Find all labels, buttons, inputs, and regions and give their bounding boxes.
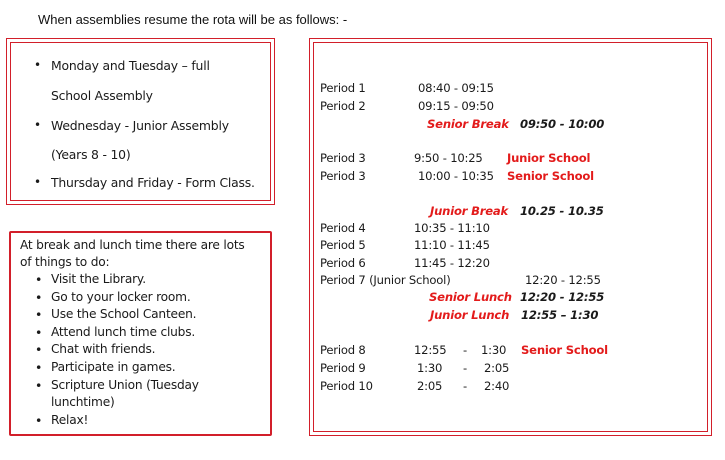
period-10-dash: - — [463, 379, 467, 393]
period-10-label: Period 10 — [320, 379, 373, 393]
period-8-dash: - — [463, 343, 467, 357]
period-2-label: Period 2 — [320, 99, 366, 113]
period-9-label: Period 9 — [320, 361, 366, 375]
break-intro-line1: At break and lunch time there are lots — [20, 238, 245, 252]
bullet: • — [34, 58, 41, 72]
assembly-item-2-line1: Wednesday - Junior Assembly — [51, 118, 229, 133]
break-activity-item — [51, 395, 115, 409]
period-8-start: 12:55 — [414, 343, 447, 357]
assembly-item-1-line2: School Assembly — [51, 88, 153, 103]
period-8-end: 1:30 — [481, 343, 507, 357]
period-3b-label: Period 3 — [320, 169, 366, 183]
senior-break-label: Senior Break — [427, 117, 509, 131]
senior-break-time: 09:50 - 10:00 — [520, 117, 605, 131]
senior-lunch-label: Senior Lunch — [429, 290, 512, 304]
period-3b-note: Senior School — [507, 169, 594, 183]
period-3a-note: Junior School — [507, 151, 591, 165]
break-activity-item — [35, 412, 89, 428]
junior-lunch-label: Junior Lunch — [430, 308, 510, 322]
break-activity-item — [35, 289, 191, 305]
period-1-time: 08:40 - 09:15 — [418, 81, 494, 95]
break-intro-line2: of things to do: — [20, 255, 110, 269]
intro-text: When assemblies resume the rota will be as follows: - — [38, 12, 348, 27]
bullet: • — [35, 342, 43, 358]
period-1-label: Period 1 — [320, 81, 366, 95]
period-6-time: 11:45 - 12:20 — [414, 256, 490, 270]
period-5-time: 11:10 - 11:45 — [414, 238, 490, 252]
junior-break-label: Junior Break — [430, 204, 509, 218]
bullet: • — [35, 324, 43, 340]
bullet: • — [35, 272, 43, 287]
period-9-start: 1:30 — [417, 361, 443, 375]
break-activity-text: Chat with friends. — [51, 342, 156, 357]
bullet: • — [35, 307, 43, 323]
assembly-item-3-line1: Thursday and Friday - Form Class. — [51, 175, 255, 190]
break-activity-text: Attend lunch time clubs. — [51, 324, 196, 339]
period-3a-label: Period 3 — [320, 151, 366, 165]
break-activity-item — [35, 342, 156, 358]
bullet: • — [35, 289, 43, 305]
period-8-note: Senior School — [521, 343, 608, 357]
break-activity-text: lunchtime) — [51, 395, 115, 410]
break-activity-item — [35, 272, 146, 287]
period-7-label: Period 7 (Junior School) — [320, 273, 451, 287]
break-activity-text: Go to your locker room. — [51, 289, 191, 304]
break-activity-text: Relax! — [51, 412, 89, 427]
assembly-item-1-line1: Monday and Tuesday – full — [51, 58, 210, 73]
assembly-item-1 — [34, 58, 210, 73]
period-10-end: 2:40 — [484, 379, 510, 393]
break-activity-text: Scripture Union (Tuesday — [51, 377, 199, 392]
assembly-item-2-line2: (Years 8 - 10) — [51, 147, 131, 162]
period-3b-time: 10:00 - 10:35 — [418, 169, 494, 183]
break-activities-box — [9, 231, 272, 436]
assembly-rota-box — [10, 42, 271, 201]
period-rota-box — [313, 42, 708, 432]
bullet: • — [34, 118, 41, 132]
period-7-time: 12:20 - 12:55 — [525, 273, 601, 287]
period-4-time: 10:35 - 11:10 — [414, 221, 490, 235]
period-8-label: Period 8 — [320, 343, 366, 357]
senior-lunch-time: 12:20 - 12:55 — [520, 290, 605, 304]
bullet: • — [35, 360, 43, 375]
break-activity-item — [35, 307, 197, 323]
break-activity-item — [35, 377, 199, 393]
period-10-start: 2:05 — [417, 379, 443, 393]
period-4-label: Period 4 — [320, 221, 366, 235]
break-activity-item — [35, 324, 196, 340]
period-3a-time: 9:50 - 10:25 — [414, 151, 483, 165]
break-activity-text: Visit the Library. — [51, 272, 146, 286]
break-activity-text: Use the School Canteen. — [51, 307, 197, 322]
assembly-item-3 — [34, 175, 255, 190]
break-activity-text: Participate in games. — [51, 360, 176, 374]
period-6-label: Period 6 — [320, 256, 366, 270]
break-activity-item — [35, 360, 176, 375]
period-9-dash: - — [463, 361, 467, 375]
bullet: • — [35, 377, 43, 393]
period-9-end: 2:05 — [484, 361, 510, 375]
junior-break-time: 10.25 - 10.35 — [520, 204, 604, 218]
period-5-label: Period 5 — [320, 238, 366, 252]
period-2-time: 09:15 - 09:50 — [418, 99, 494, 113]
junior-lunch-time: 12:55 – 1:30 — [521, 308, 599, 322]
assembly-item-2 — [34, 118, 229, 133]
bullet: • — [35, 412, 43, 428]
bullet: • — [34, 175, 41, 189]
